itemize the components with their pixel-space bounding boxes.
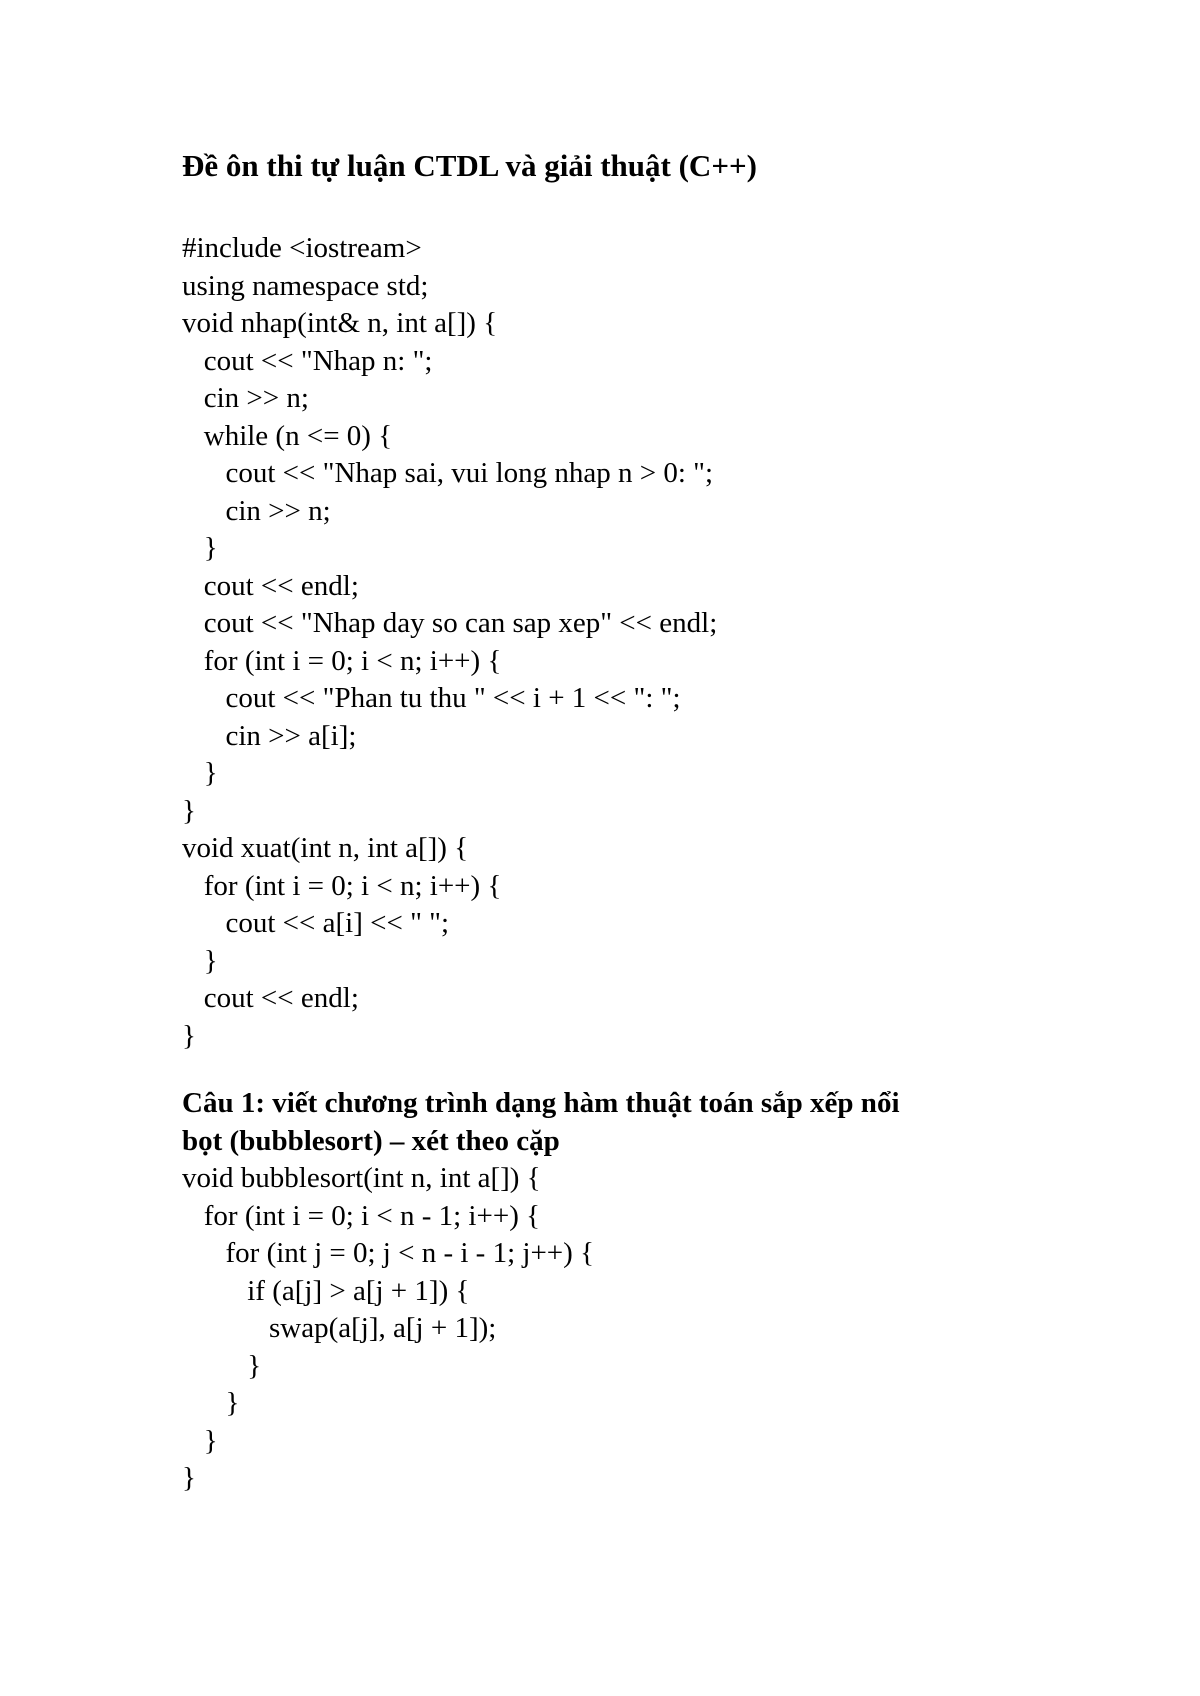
code-line: } [182, 1462, 196, 1494]
code-line: } [182, 1424, 218, 1457]
code-line: } [182, 794, 196, 827]
code-line: cin >> n; [182, 494, 331, 527]
code-line: cout << endl; [182, 569, 359, 602]
code-line: while (n <= 0) { [182, 419, 393, 452]
code-line: void bubblesort(int n, int a[]) { [182, 1162, 541, 1194]
code-block-bubblesort [182, 1160, 594, 1498]
code-line: using namespace std; [182, 269, 429, 302]
code-line: } [182, 944, 218, 977]
code-line: for (int i = 0; i < n - 1; i++) { [182, 1199, 541, 1232]
code-line: cout << a[i] << " "; [182, 907, 450, 939]
code-line: } [182, 757, 218, 789]
code-line: cout << "Phan tu thu " << i + 1 << ": "; [182, 682, 681, 714]
code-block-nhap-xuat [182, 230, 717, 1055]
code-line: cout << "Nhap n: "; [182, 344, 433, 377]
code-line: cin >> n; [182, 382, 309, 414]
code-line: void nhap(int& n, int a[]) { [182, 307, 498, 339]
code-line: } [182, 1387, 240, 1419]
code-line: swap(a[j], a[j + 1]); [182, 1312, 497, 1344]
code-line: } [182, 1349, 262, 1382]
code-line: cout << "Nhap sai, vui long nhap n > 0: "; [182, 457, 714, 489]
code-line: } [182, 532, 218, 564]
code-line: cout << endl; [182, 982, 359, 1014]
question-1-heading [182, 1085, 900, 1160]
code-line: cin >> a[i]; [182, 719, 357, 752]
code-line: for (int j = 0; j < n - i - 1; j++) { [182, 1237, 594, 1269]
heading-line: Câu 1: viết chương trình dạng hàm thuật toán sắp xếp nổi [182, 1087, 900, 1119]
code-line: cout << "Nhap day so can sap xep" << endl; [182, 607, 718, 639]
code-line: #include <iostream> [182, 232, 422, 264]
heading-line: bọt (bubblesort) – xét theo cặp [182, 1124, 560, 1157]
code-line: for (int i = 0; i < n; i++) { [182, 644, 502, 677]
code-line: if (a[j] > a[j + 1]) { [182, 1274, 470, 1307]
code-line: void xuat(int n, int a[]) { [182, 832, 469, 864]
document-title: Đề ôn thi tự luận CTDL và giải thuật (C++) [182, 148, 757, 183]
code-line: } [182, 1019, 196, 1052]
code-line: for (int i = 0; i < n; i++) { [182, 869, 502, 902]
